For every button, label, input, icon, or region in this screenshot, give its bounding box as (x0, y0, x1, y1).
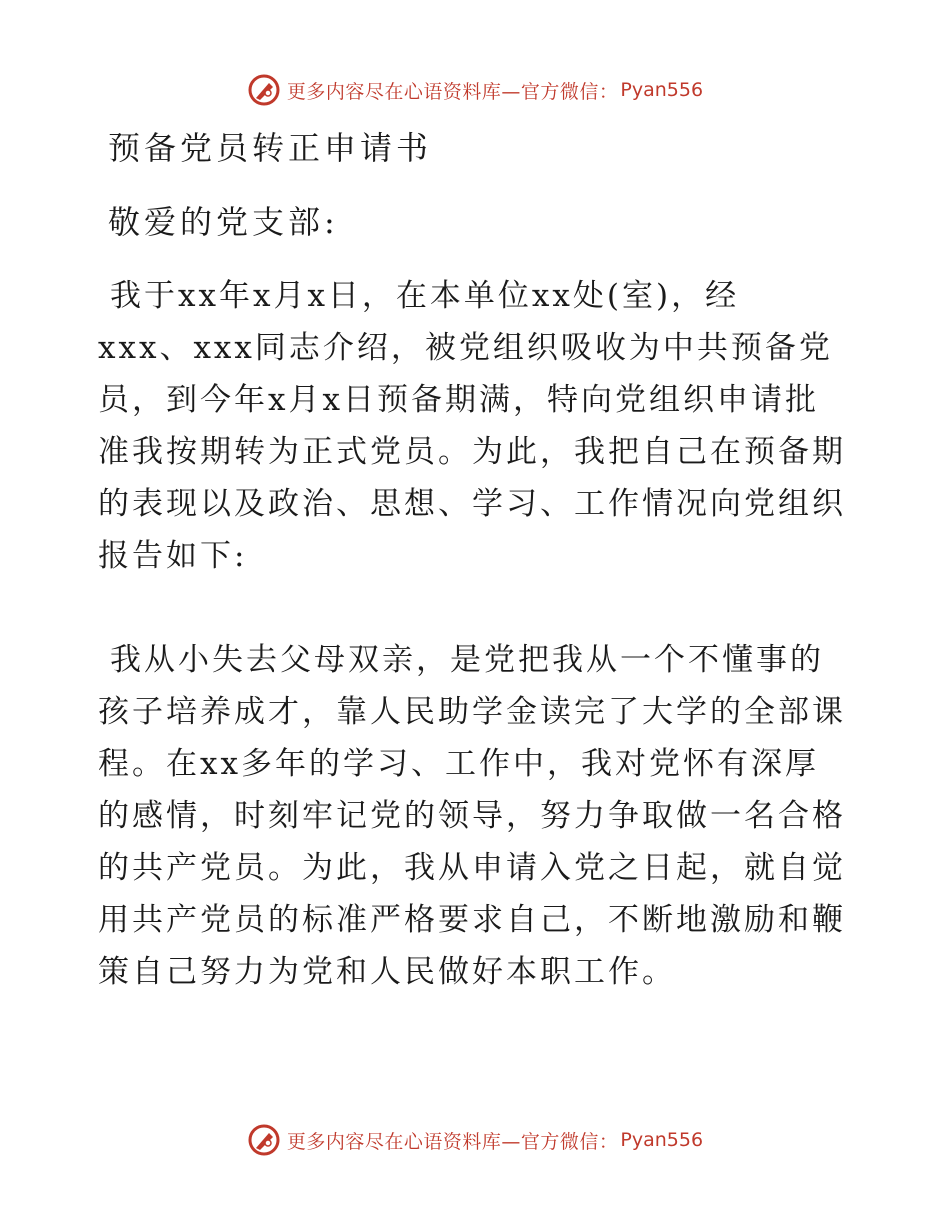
text-line: 策自己努力为党和人民做好本职工作。 (98, 954, 676, 990)
salutation: 敬爱的党支部: (108, 203, 339, 241)
watermark-wechat-id: Pyan556 (620, 1129, 704, 1151)
text-line: 的表现以及政治、思想、学习、工作情况向党组织 (98, 486, 846, 522)
text-line: 用共产党员的标准严格要求自己，不断地激励和鞭 (98, 902, 846, 938)
footer-watermark (0, 1120, 950, 1160)
text-line: 程。在xx多年的学习、工作中，我对党怀有深厚 (98, 746, 819, 782)
text-line: 报告如下: (98, 538, 248, 574)
pen-logo-icon (247, 73, 281, 107)
watermark-text: 更多内容尽在心语资料库—官方微信： (286, 80, 619, 103)
document-title: 预备党员转正申请书 (108, 129, 433, 167)
header-watermark (0, 70, 950, 110)
pen-logo-icon (247, 1123, 281, 1157)
text-line: 准我按期转为正式党员。为此，我把自己在预备期 (98, 434, 846, 470)
text-line: 孩子培养成才，靠人民助学金读完了大学的全部课 (98, 694, 846, 730)
text-line: 的感情，时刻牢记党的领导，努力争取做一名合格 (98, 798, 846, 834)
text-line: 员，到今年x月x日预备期满，特向党组织申请批 (98, 382, 819, 418)
watermark-wechat-id: Pyan556 (620, 79, 704, 101)
text-line: 我于xx年x月x日，在本单位xx处(室)，经 (110, 278, 740, 314)
text-line: 我从小失去父母双亲，是党把我从一个不懂事的 (110, 642, 824, 678)
watermark-text: 更多内容尽在心语资料库—官方微信： (286, 1130, 619, 1153)
text-line: 的共产党员。为此，我从申请入党之日起，就自觉 (98, 850, 846, 886)
paragraph-2 (98, 634, 858, 998)
paragraph-1 (98, 270, 858, 582)
text-line: xxx、xxx同志介绍，被党组织吸收为中共预备党 (98, 330, 833, 366)
